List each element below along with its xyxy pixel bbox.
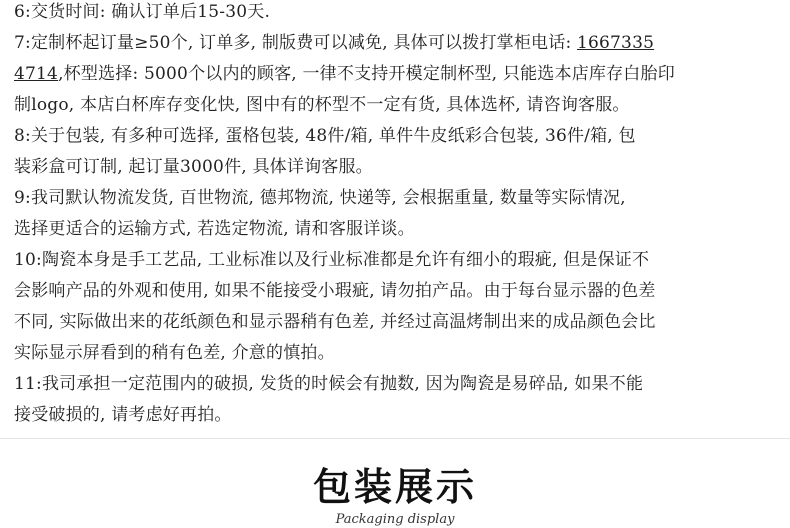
phone-number-part: 1667335 — [576, 33, 655, 53]
note-line: 实际显示屏看到的稍有色差, 介意的慎拍。 — [14, 343, 335, 363]
note-text: ,杯型选择: 5000个以内的顾客, 一律不支持开模定制杯型, 只能选本店库存白胎印 — [58, 64, 675, 84]
note-line: 6:交货时间: 确认订单后15-30天. — [14, 2, 271, 22]
phone-number-part: 4714 — [14, 64, 59, 84]
note-line: 不同, 实际做出来的花纸颜色和显示器稍有色差, 并经过高温烤制出来的成品颜色会比 — [14, 312, 656, 332]
note-line: 制logo, 本店白杯库存变化快, 图中有的杯型不一定有货, 具体选杯, 请咨询客服。 — [14, 95, 630, 115]
note-line: 会影响产品的外观和使用, 如果不能接受小瑕疵, 请勿拍产品。由于每台显示器的色差 — [14, 281, 656, 301]
section-subtitle: Packaging display — [335, 512, 455, 527]
note-line: 8:关于包装, 有多种可选择, 蛋格包装, 48件/箱, 单件牛皮纸彩合包装, 36件/箱, 包 — [14, 126, 636, 146]
note-line: 接受破损的, 请考虑好再拍。 — [14, 405, 232, 425]
note-line — [14, 59, 790, 89]
note-line: 选择更适合的运输方式, 若选定物流, 请和客服详谈。 — [14, 219, 415, 239]
note-line: 装彩盒可订制, 起订量3000件, 具体详询客服。 — [14, 157, 373, 177]
note-line: 10:陶瓷本身是手工艺品, 工业标准以及行业标准都是允许有细小的瑕疵, 但是保证不 — [14, 250, 650, 270]
note-line — [14, 28, 790, 58]
section-title: 包装展示 — [312, 464, 477, 509]
note-text: 7:定制杯起订量≥50个, 订单多, 制版费可以减免, 具体可以拨打掌柜电话: — [14, 33, 577, 53]
packaging-section-header — [0, 439, 790, 527]
note-line: 9:我司默认物流发货, 百世物流, 德邦物流, 快递等, 会根据重量, 数量等实际情况, — [14, 188, 626, 208]
note-line: 11:我司承担一定范围内的破损, 发货的时候会有抛数, 因为陶瓷是易碎品, 如果不能 — [14, 374, 644, 394]
